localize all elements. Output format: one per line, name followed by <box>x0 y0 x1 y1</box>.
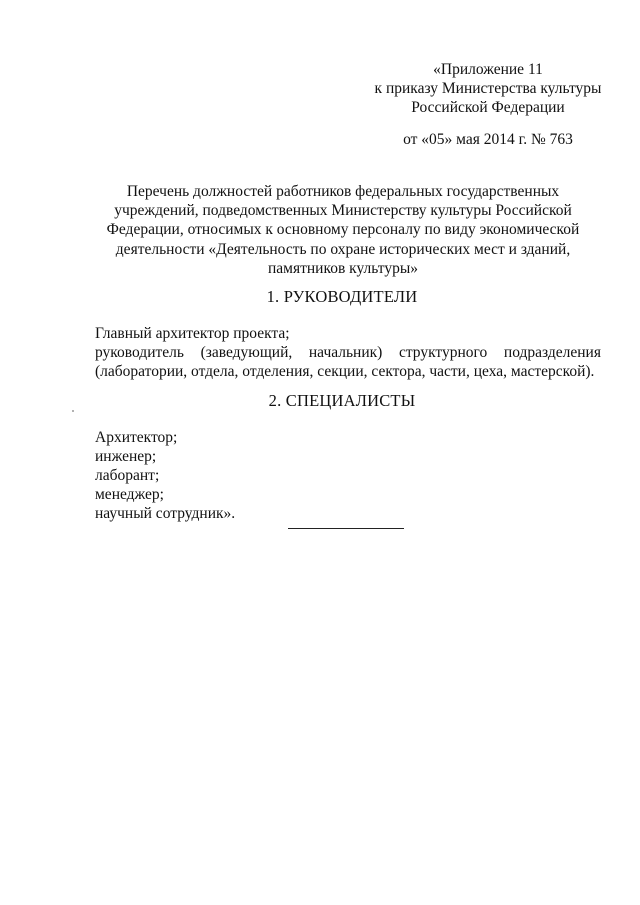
section-heading-specialists: 2. СПЕЦИАЛИСТЫ <box>268 391 416 410</box>
word: начальник) <box>308 344 383 361</box>
title-line-5: памятников культуры» <box>268 259 418 277</box>
document-title <box>100 182 586 278</box>
title-line-2: учреждений, подведомственных Министерству культуры Российской <box>114 202 572 220</box>
list-item: лаборант; <box>95 467 160 484</box>
order-date: от «05» мая 2014 г. № 763 <box>403 131 573 148</box>
list-item: Главный архитектор проекта; <box>95 325 290 342</box>
end-divider <box>288 528 404 529</box>
section-heading-managers: 1. РУКОВОДИТЕЛИ <box>266 287 418 306</box>
list-item: инженер; <box>95 448 157 465</box>
word: (заведующий, <box>200 344 293 361</box>
list-item-justified <box>95 343 601 362</box>
list-item: менеджер; <box>95 486 164 503</box>
appendix-number: «Приложение 11 <box>433 61 543 78</box>
title-line-3: Федерации, относимых к основному персоналу по виду экономической <box>106 221 580 239</box>
list-item: Архитектор; <box>95 429 178 446</box>
word: структурного <box>398 344 488 361</box>
word: подразделения <box>503 344 601 361</box>
appendix-header <box>358 60 618 117</box>
appendix-order-ref: к приказу Министерства культуры <box>374 80 602 97</box>
word: руководитель <box>95 344 184 361</box>
appendix-ministry: Российской Федерации <box>411 99 565 116</box>
managers-list <box>95 324 601 381</box>
specialists-list <box>95 428 601 523</box>
title-line-4: деятельности «Деятельность по охране исторических мест и зданий, <box>115 240 571 258</box>
title-line-1: Перечень должностей работников федеральных государственных <box>126 183 560 200</box>
list-item: научный сотрудник». <box>95 505 236 522</box>
scan-speck <box>72 410 74 412</box>
list-item: (лаборатории, отдела, отделения, секции, сектора, части, цеха, мастерской). <box>95 363 595 380</box>
